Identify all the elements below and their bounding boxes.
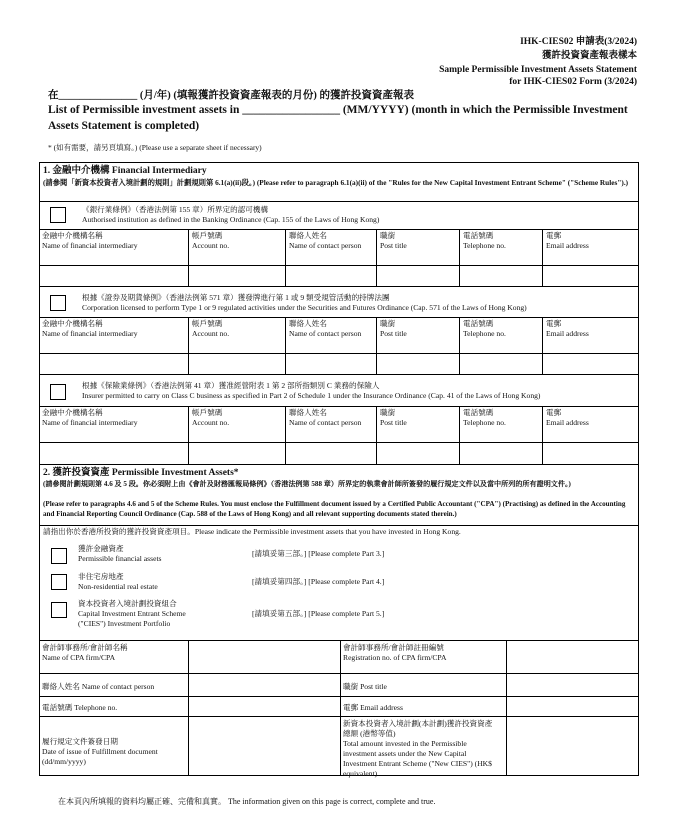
asset-financial-checkbox[interactable] <box>51 548 67 564</box>
col-email: 電郵 Email address <box>546 231 589 250</box>
cpa-firm-label: 會計師事務所/會計師名稱 Name of CPA firm/CPA <box>42 643 128 662</box>
col-tel: 電話號碼 Telephone no. <box>463 319 506 338</box>
asset-realestate-label: 非住宅房地產 Non-residential real estate <box>78 572 158 591</box>
title-zh: 在_______________ (月/年) (填報獲許投資資產報表的月份) 的獲許投資資產報表 <box>48 90 415 101</box>
form-frame <box>39 162 639 776</box>
col-email: 電郵 Email address <box>546 319 589 338</box>
form-ref: for IHK-CIES02 Form (3/2024) <box>509 77 637 87</box>
asset-cies-part: [請填妥第五部。] [Please complete Part 5.] <box>252 609 385 618</box>
col-tel: 電話號碼 Telephone no. <box>463 231 506 250</box>
post-label: 職銜 Post title <box>343 682 387 691</box>
asset-realestate-checkbox[interactable] <box>51 574 67 590</box>
col-fi-name: 金融中介機構名稱 Name of financial intermediary <box>42 319 138 338</box>
asset-financial-label: 獲許金融資產 Permissible financial assets <box>78 544 162 563</box>
col-contact: 聯絡人姓名 Name of contact person <box>289 231 362 250</box>
tel-label: 電話號碼 Telephone no. <box>42 703 118 712</box>
fi-insurer-checkbox[interactable] <box>50 384 66 400</box>
contact-label: 聯絡人姓名 Name of contact person <box>42 682 155 691</box>
sample-title-zh: 獲許投資資產報表樣本 <box>541 51 637 61</box>
col-account: 帳戶號碼 Account no. <box>192 408 230 427</box>
section2-ref-zh: (請參閱計劃規則第 4.6 及 5 段。你必須附上由《會計及財務匯報局條例》（香港法例第 588 章）所界定的執業會計師所簽發的履行規定文件以及當中所列的所有證明文件。) <box>43 480 571 488</box>
total-label: 新資本投資者入境計劃(本計劃)獲許投資資產總額 (港幣等值) Total amount invested in the Permissible investment assets under the New Capital Investment Entrant Scheme ("New CIES") (HK$ equivalent) <box>343 719 493 778</box>
sample-title-en: Sample Permissible Investment Assets Statement <box>439 65 637 75</box>
col-contact: 聯絡人姓名 Name of contact person <box>289 319 362 338</box>
fi-option-2: 根據《證券及期貨條例》（香港法例第 571 章）獲發牌進行第 1 或 9 類受規管活動的持牌法團 Corporation licensed to perform Type 1 or 9 regulated activities under the Securities and Futures Ordinance (Cap. 571 of the Laws of Hong Kong) <box>82 293 527 312</box>
declaration: 在本頁內所填報的資料均屬正確、完備和真實。 The information given on this page is correct, complete and true. <box>58 797 436 806</box>
section2-ref-en: (Please refer to paragraphs 4.6 and 5 of the Scheme Rules. You must enclose the Fulfillment document issued by a Certified Public Accountant ("CPA") (Practising) as defined in the Accounting and Financial Reporting Council Ordinance (Cap. 588 of the Laws of Hong Kong) and all relevant supporting documents stated therein.) <box>43 500 626 518</box>
col-fi-name: 金融中介機構名稱 Name of financial intermediary <box>42 408 138 427</box>
title-en: List of Permissible investment assets in _________________ (MM/YYYY) (month in which the Permissible Investment Assets Statement is completed) <box>48 104 628 132</box>
fi-option-3: 根據《保險業條例》（香港法例第 41 章）獲准經營附表 1 第 2 部所指類別 C 業務的保險人 Insurer permitted to carry on Class C business as specified in Part 2 of Schedule 1 under the Insurance Ordinance (Cap. 41 of the Laws of Hong Kong) <box>82 381 541 400</box>
col-post: 職銜 Post title <box>380 319 407 338</box>
col-account: 帳戶號碼 Account no. <box>192 231 230 250</box>
col-email: 電郵 Email address <box>546 408 589 427</box>
fi-authorised-checkbox[interactable] <box>50 207 66 223</box>
section1-heading: 1. 金融中介機構 Financial Intermediary <box>43 166 207 176</box>
section2-instruction: 請指出你於香港所投資的獲許投資資產項目。Please indicate the Permissible investment assets that you have invested in Hong Kong. <box>43 527 461 536</box>
asset-realestate-part: [請填妥第四部。] [Please complete Part 4.] <box>252 577 385 586</box>
asset-cies-label: 資本投資者入境計劃投資組合 Capital Investment Entrant Scheme ("CIES") Investment Portfolio <box>78 599 186 628</box>
col-contact: 聯絡人姓名 Name of contact person <box>289 408 362 427</box>
section2-heading: 2. 獲許投資資產 Permissible Investment Assets* <box>43 468 239 478</box>
cpa-reg-label: 會計師事務所/會計師註冊編號 Registration no. of CPA firm/CPA <box>343 643 447 662</box>
fi-option-1: 《銀行業條例》（香港法例第 155 章）所界定的認可機構 Authorised institution as defined in the Banking Ordinance (Cap. 155 of the Laws of Hong Kong) <box>82 205 380 224</box>
fi-corporation-checkbox[interactable] <box>50 295 66 311</box>
asset-financial-part: [請填妥第三部。] [Please complete Part 3.] <box>252 549 385 558</box>
asset-cies-checkbox[interactable] <box>51 602 67 618</box>
email-label: 電郵 Email address <box>343 703 403 712</box>
col-tel: 電話號碼 Telephone no. <box>463 408 506 427</box>
date-label: 履行規定文件簽發日期 Date of issue of Fulfillment document (dd/mm/yyyy) <box>42 737 158 766</box>
col-fi-name: 金融中介機構名稱 Name of financial intermediary <box>42 231 138 250</box>
form-code: IHK-CIES02 申請表(3/2024) <box>520 37 637 47</box>
col-post: 職銜 Post title <box>380 408 407 427</box>
col-post: 職銜 Post title <box>380 231 407 250</box>
section1-ref: (請參閱「新資本投資者入境計劃的規則」計劃規則第 6.1(a)(ii)段。) (Please refer to paragraph 6.1(a)(ii) of the "Rules for the New Capital Investment Entrant Scheme" ("Scheme Rules").) <box>43 178 629 187</box>
note: * (如有需要，請另頁填寫。) (Please use a separate sheet if necessary) <box>48 143 262 152</box>
col-account: 帳戶號碼 Account no. <box>192 319 230 338</box>
